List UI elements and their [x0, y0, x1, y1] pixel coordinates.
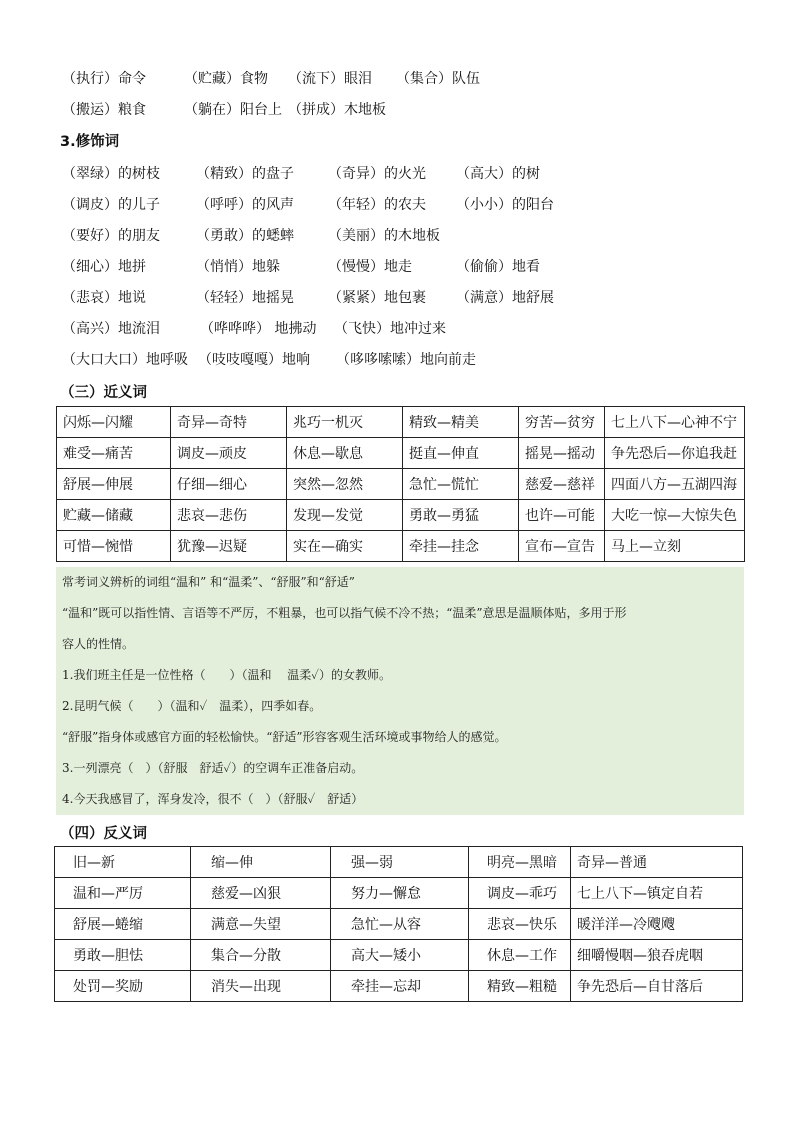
- section-heading-modifiers: 3.修饰词: [60, 134, 120, 150]
- word-item: （美丽）的木地板: [328, 228, 440, 244]
- table-cell: 宣布—宣告: [519, 531, 605, 562]
- word-item: （悄悄）地躲: [196, 259, 280, 275]
- table-cell: 暖洋洋—冷飕飕: [571, 909, 743, 940]
- table-row: [57, 531, 745, 562]
- table-row: [55, 878, 743, 909]
- word-item: （调皮）的儿子: [62, 197, 160, 213]
- table-cell: 挺直—伸直: [403, 438, 519, 469]
- table-row: [55, 971, 743, 1002]
- table-cell: 精致—精美: [403, 407, 519, 438]
- word-distinction-note: [56, 567, 744, 815]
- table-cell: 舒展—伸展: [57, 469, 171, 500]
- table-cell: 细嚼慢咽—狼吞虎咽: [571, 940, 743, 971]
- table-cell: 温和—严厉: [55, 878, 191, 909]
- word-item: （悲哀）地说: [62, 290, 146, 306]
- table-cell: 七上八下—镇定自若: [571, 878, 743, 909]
- table-cell: 可惜—惋惜: [57, 531, 171, 562]
- table-cell: 缩—伸: [191, 847, 331, 878]
- word-item: （躺在）阳台上: [184, 102, 282, 118]
- word-item: （紧紧）地包裹: [328, 290, 426, 306]
- word-item: （飞快）地冲过来: [334, 321, 446, 337]
- table-cell: 难受—痛苦: [57, 438, 171, 469]
- synonyms-table: [56, 406, 745, 562]
- table-cell: 实在—确实: [287, 531, 403, 562]
- table-cell: 休息—工作: [469, 940, 571, 971]
- table-cell: 发现—发觉: [287, 500, 403, 531]
- word-item: （呼呼）的风声: [196, 197, 294, 213]
- note-line: 2.昆明气候（ ）（温和✓ 温柔），四季如春。: [62, 699, 322, 713]
- table-row: [57, 500, 745, 531]
- table-cell: 摇晃—摇动: [519, 438, 605, 469]
- word-item: （小小）的阳台: [456, 197, 554, 213]
- table-cell: 穷苦—贫穷: [519, 407, 605, 438]
- table-row: [57, 438, 745, 469]
- table-row: [55, 940, 743, 971]
- table-cell: 慈爱—慈祥: [519, 469, 605, 500]
- table-cell: 争先恐后—你追我赶: [605, 438, 745, 469]
- word-item: （贮藏）食物: [184, 71, 268, 87]
- table-cell: 处罚—奖励: [55, 971, 191, 1002]
- word-item: （哗哗哗） 地拂动: [200, 321, 317, 337]
- table-cell: 悲哀—悲伤: [171, 500, 287, 531]
- word-item: （拼成）木地板: [288, 102, 386, 118]
- table-cell: 舒展—蜷缩: [55, 909, 191, 940]
- note-line: “舒服”指身体或感官方面的轻松愉快。“舒适”形容客观生活环境或事物给人的感觉。: [62, 730, 507, 744]
- table-row: [57, 407, 745, 438]
- word-item: （慢慢）地走: [328, 259, 412, 275]
- table-cell: 消失—出现: [191, 971, 331, 1002]
- word-item: （精致）的盘子: [196, 166, 294, 182]
- table-cell: 休息—歇息: [287, 438, 403, 469]
- table-cell: 大吃一惊—大惊失色: [605, 500, 745, 531]
- table-cell: 七上八下—心神不宁: [605, 407, 745, 438]
- word-item: （要好）的朋友: [62, 228, 160, 244]
- table-cell: 四面八方—五湖四海: [605, 469, 745, 500]
- table-cell: 高大—矮小: [331, 940, 469, 971]
- word-item: （满意）地舒展: [456, 290, 554, 306]
- word-item: （执行）命令: [62, 71, 146, 87]
- word-item: （高大）的树: [456, 166, 540, 182]
- antonyms-table: [54, 846, 743, 1002]
- note-line: 1.我们班主任是一位性格（ ）（温和 温柔✓）的女教师。: [62, 668, 392, 682]
- table-cell: 奇异—奇特: [171, 407, 287, 438]
- table-cell: 满意—失望: [191, 909, 331, 940]
- word-item: （哆哆嗦嗦）地向前走: [336, 352, 476, 368]
- table-cell: 精致—粗糙: [469, 971, 571, 1002]
- table-cell: 急忙—慌忙: [403, 469, 519, 500]
- table-cell: 贮藏—储藏: [57, 500, 171, 531]
- word-item: （搬运）粮食: [62, 102, 146, 118]
- table-row: [55, 847, 743, 878]
- table-cell: 急忙—从容: [331, 909, 469, 940]
- table-cell: 也许—可能: [519, 500, 605, 531]
- table-cell: 犹豫—迟疑: [171, 531, 287, 562]
- table-cell: 慈爱—凶狠: [191, 878, 331, 909]
- table-cell: 努力—懈怠: [331, 878, 469, 909]
- section-heading-antonyms: （四）反义词: [60, 826, 147, 842]
- table-cell: 奇异—普通: [571, 847, 743, 878]
- word-item: （年轻）的农夫: [328, 197, 426, 213]
- word-item: （轻轻）地摇晃: [196, 290, 294, 306]
- word-item: （高兴）地流泪: [62, 321, 160, 337]
- table-cell: 勇敢—胆怯: [55, 940, 191, 971]
- table-cell: 牵挂—挂念: [403, 531, 519, 562]
- note-line: 4.今天我感冒了，浑身发冷，很不（ ）（舒服✓ 舒适）: [62, 792, 364, 806]
- table-cell: 勇敢—勇猛: [403, 500, 519, 531]
- table-cell: 兆巧一机灭: [287, 407, 403, 438]
- table-row: [57, 469, 745, 500]
- table-cell: 仔细—细心: [171, 469, 287, 500]
- word-item: （吱吱嘎嘎）地响: [198, 352, 310, 368]
- table-cell: 调皮—乖巧: [469, 878, 571, 909]
- word-item: （奇异）的火光: [328, 166, 426, 182]
- table-cell: 悲哀—快乐: [469, 909, 571, 940]
- word-item: （偷偷）地看: [456, 259, 540, 275]
- word-item: （流下）眼泪: [288, 71, 372, 87]
- note-line: 常考词义辨析的词组“温和” 和“温柔”、“舒服”和“舒适”: [62, 575, 355, 589]
- word-item: （大口大口）地呼吸: [62, 352, 188, 368]
- word-item: （翠绿）的树枝: [62, 166, 160, 182]
- table-cell: 集合—分散: [191, 940, 331, 971]
- table-cell: 旧—新: [55, 847, 191, 878]
- note-line: 容人的性情。: [62, 637, 135, 651]
- word-item: （细心）地拼: [62, 259, 146, 275]
- note-line: “温和”既可以指性情、言语等不严厉，不粗暴，也可以指气候不冷不热；“温柔”意思是温顺体贴，多用于形: [62, 606, 627, 620]
- section-heading-synonyms: （三）近义词: [60, 385, 147, 401]
- table-cell: 争先恐后—自甘落后: [571, 971, 743, 1002]
- note-line: 3.一列漂亮（ ）（舒服 舒适✓）的空调车正准备启动。: [62, 761, 364, 775]
- table-cell: 突然—忽然: [287, 469, 403, 500]
- table-cell: 调皮—顽皮: [171, 438, 287, 469]
- table-cell: 闪烁—闪耀: [57, 407, 171, 438]
- table-row: [55, 909, 743, 940]
- word-item: （勇敢）的蟋蟀: [196, 228, 294, 244]
- word-item: （集合）队伍: [396, 71, 480, 87]
- table-cell: 牵挂—忘却: [331, 971, 469, 1002]
- table-cell: 马上—立刻: [605, 531, 745, 562]
- table-cell: 强—弱: [331, 847, 469, 878]
- table-cell: 明亮—黑暗: [469, 847, 571, 878]
